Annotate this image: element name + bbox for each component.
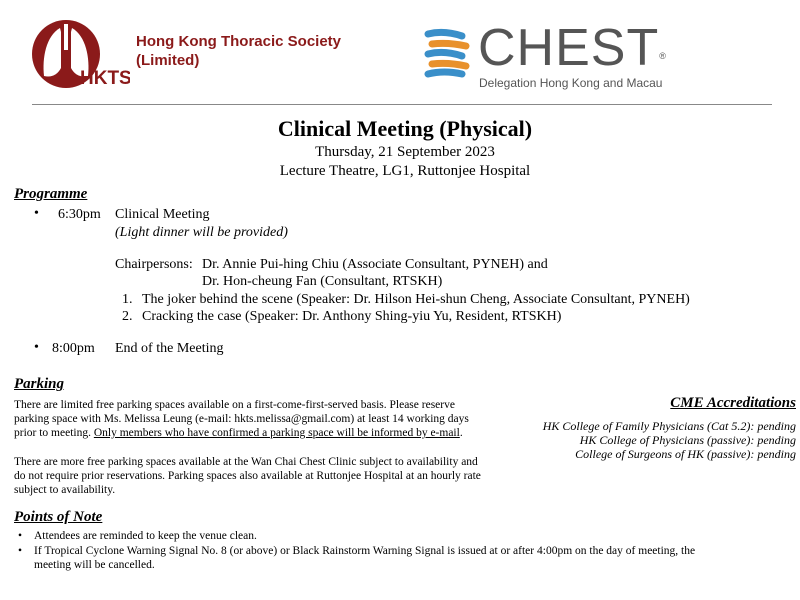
parking-confirmed-note: Only members who have confirmed a parking space will be informed by e-mail (93, 427, 460, 439)
parking-paragraph-1 (14, 398, 524, 440)
cme-heading: CME Accreditations (670, 395, 796, 411)
programme-heading: Programme (14, 186, 88, 202)
note-line: meeting will be cancelled. (34, 559, 155, 571)
bullet-icon: • (34, 340, 39, 355)
programme-label: Clinical Meeting (115, 207, 210, 222)
chairpersons-prefix: Chairpersons: (115, 257, 193, 272)
talk-number: 1. (122, 292, 133, 307)
parking-paragraph-2 (14, 455, 524, 497)
header-divider (32, 104, 772, 105)
note-item: Attendees are reminded to keep the venue clean. (34, 530, 257, 542)
programme-label: End of the Meeting (115, 341, 224, 356)
cme-accreditation: College of Surgeons of HK (passive): pending (575, 447, 796, 461)
points-of-note-heading: Points of Note (14, 509, 103, 525)
programme-time: 8:00pm (52, 341, 95, 356)
chest-word: CHEST (478, 19, 660, 77)
talk-title: The joker behind the scene (Speaker: Dr. Hilson Hei-shun Cheng, Associate Consultant, PYNEH) (142, 292, 690, 307)
lungs-logo-icon (30, 18, 130, 90)
registered-mark: ® (659, 51, 667, 61)
meeting-date: Thursday, 21 September 2023 (315, 144, 495, 160)
chest-wordmark (478, 18, 667, 78)
talk-title: Cracking the case (Speaker: Dr. Anthony Shing-yiu Yu, Resident, RTSKH) (142, 309, 562, 324)
chairperson-1: Dr. Annie Pui-hing Chiu (Associate Consultant, PYNEH) and (202, 257, 548, 272)
note-line: If Tropical Cyclone Warning Signal No. 8 (or above) or Black Rainstorm Warning Signal is issued at or after 4:00pm on the day of meeting, the (34, 545, 696, 557)
parking-line: There are more free parking spaces available at the Wan Chai Chest Clinic subject to availability and (14, 456, 478, 468)
chairperson-2: Dr. Hon-cheung Fan (Consultant, RTSKH) (202, 274, 443, 289)
cme-accreditation: HK College of Physicians (passive): pending (579, 433, 796, 447)
bullet-icon: • (18, 545, 23, 557)
note-item (34, 544, 794, 572)
parking-text: prior to meeting. (14, 427, 91, 439)
society-name (136, 32, 341, 70)
parking-line: do not require prior reservations. Parking spaces also available at Ruttonjee Hospital at an hourly rate (14, 470, 481, 482)
talk-number: 2. (122, 309, 133, 324)
dna-helix-icon (422, 24, 478, 78)
bullet-icon: • (34, 206, 39, 221)
chest-logo (422, 24, 478, 78)
meeting-title: Clinical Meeting (Physical) (277, 116, 533, 141)
hkts-logo (30, 18, 130, 90)
parking-period: . (459, 427, 463, 439)
parking-line: parking space with Ms. Melissa Leung (e-mail: hkts.melissa@gmail.com) at least 14 working days (14, 413, 469, 425)
hkts-logo-text: HKTS (80, 68, 130, 89)
meeting-venue: Lecture Theatre, LG1, Ruttonjee Hospital (279, 163, 531, 179)
chest-subtitle: Delegation Hong Kong and Macau (479, 76, 663, 90)
programme-time: 6:30pm (58, 207, 101, 222)
bullet-icon: • (18, 530, 23, 542)
cme-accreditation: HK College of Family Physicians (Cat 5.2): pending (542, 419, 796, 433)
society-name-line2: (Limited) (136, 52, 200, 69)
parking-line: There are limited free parking spaces available on a first-come-first-served basis. Please reserve (14, 399, 455, 411)
parking-line-3 (14, 426, 524, 440)
parking-heading: Parking (14, 376, 65, 392)
society-name-line1: Hong Kong Thoracic Society (136, 33, 342, 50)
parking-line: subject to availability. (14, 484, 116, 496)
programme-note: (Light dinner will be provided) (115, 225, 288, 240)
